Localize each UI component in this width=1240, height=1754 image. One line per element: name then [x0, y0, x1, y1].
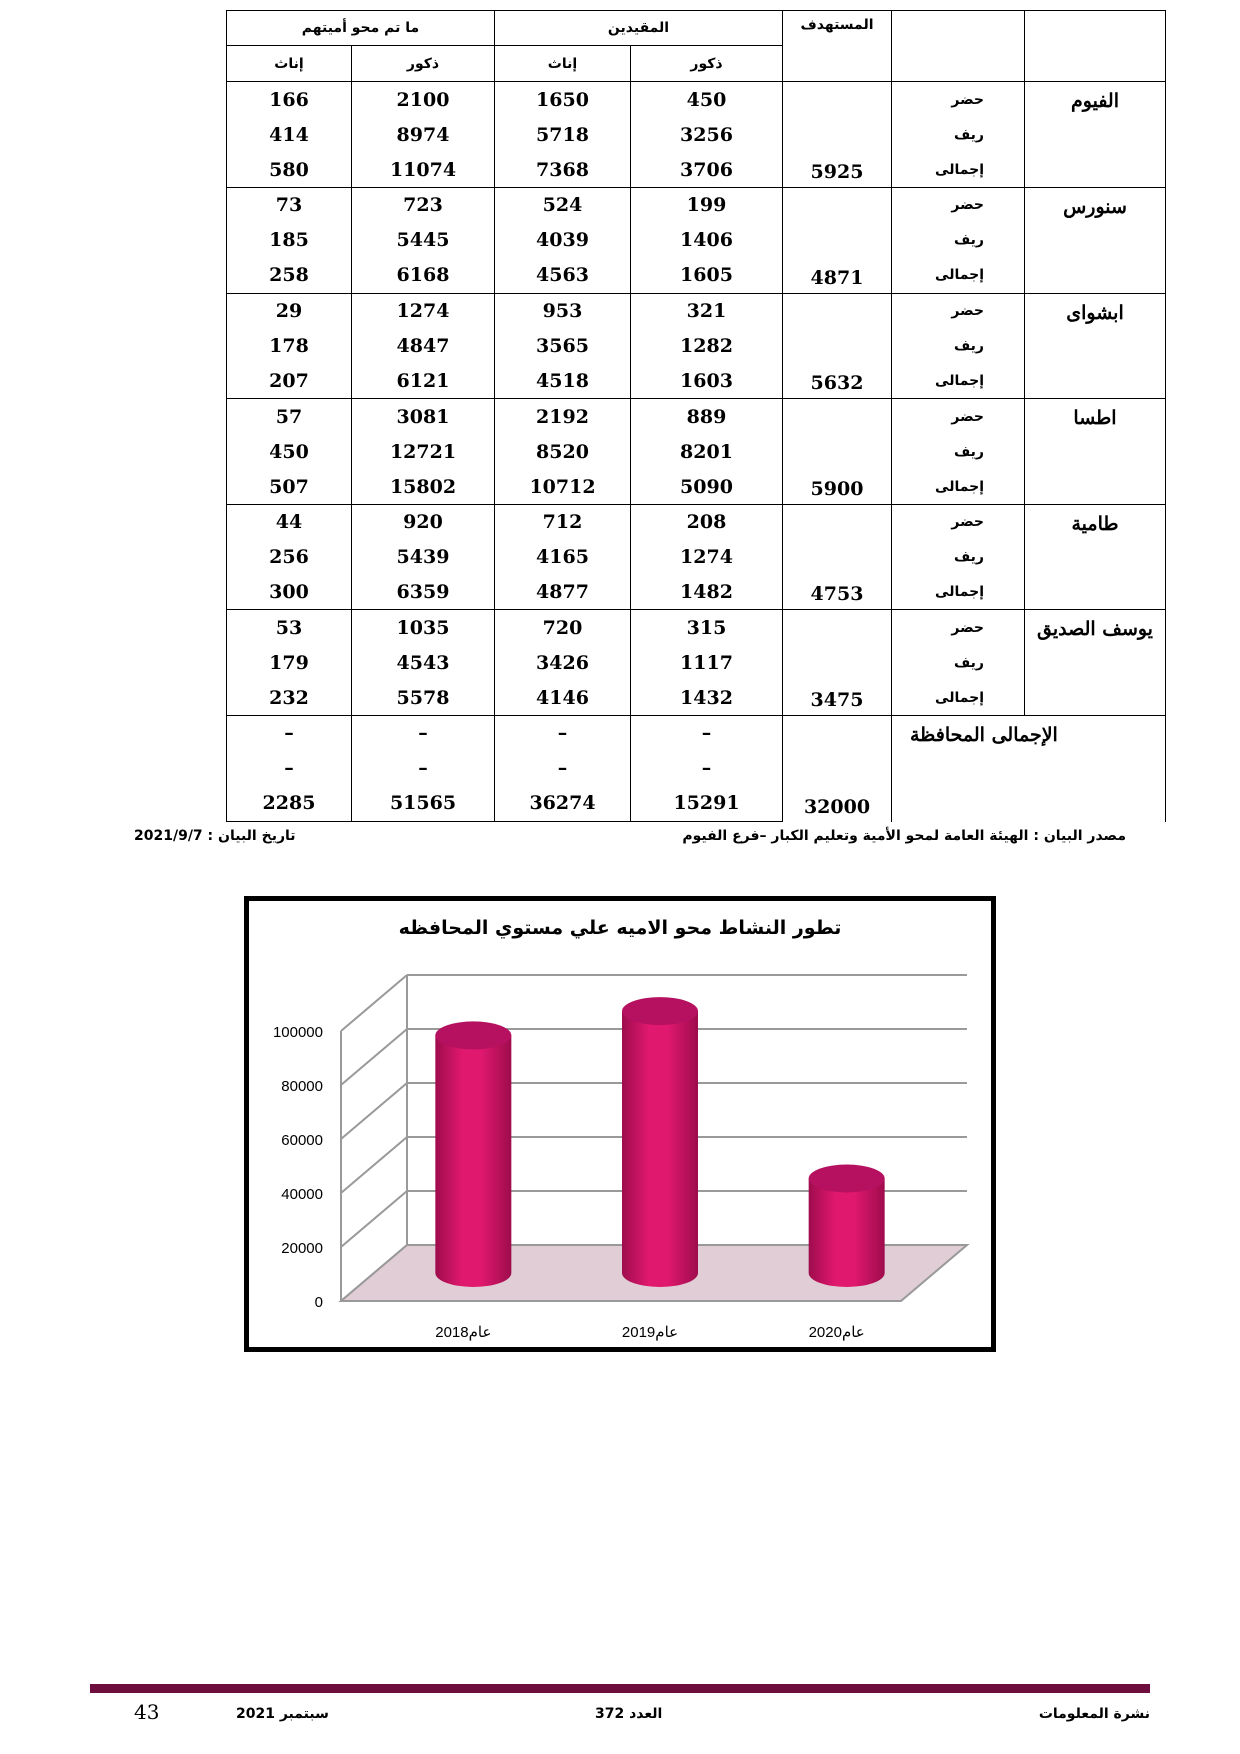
- governorate-target: 32000: [783, 716, 892, 822]
- header-enrolled-females: إناث: [495, 46, 631, 82]
- area-label: إجمالى: [892, 258, 1025, 293]
- data-date: تاريخ البيان : 2021/9/7: [134, 828, 296, 844]
- total-value-cell: –: [227, 751, 352, 786]
- value-cell: 12721: [352, 434, 495, 469]
- gridline-side: [341, 1137, 407, 1193]
- value-cell: 4039: [495, 223, 631, 258]
- table-row: [85, 469, 1166, 504]
- value-cell: 73: [227, 188, 352, 223]
- table-row: [85, 328, 1166, 363]
- value-cell: 920: [352, 504, 495, 539]
- area-label: ريف: [892, 117, 1025, 152]
- chart-title: تطور النشاط محو الاميه علي مستوي المحافظه: [398, 917, 842, 939]
- value-cell: 889: [631, 399, 783, 434]
- value-cell: 10712: [495, 469, 631, 504]
- value-cell: 8201: [631, 434, 783, 469]
- table-row: [85, 645, 1166, 680]
- bar: [622, 1011, 698, 1287]
- value-cell: 507: [227, 469, 352, 504]
- table-row: [85, 152, 1166, 187]
- value-cell: 6359: [352, 575, 495, 610]
- total-value-cell: 36274: [495, 786, 631, 822]
- y-tick-label: 0: [314, 1294, 323, 1311]
- header-target: المستهدف: [783, 11, 892, 82]
- value-cell: 11074: [352, 152, 495, 187]
- value-cell: 723: [352, 188, 495, 223]
- area-label: ريف: [892, 645, 1025, 680]
- table-row: [85, 258, 1166, 293]
- value-cell: 524: [495, 188, 631, 223]
- page-number: 43: [134, 1700, 160, 1724]
- value-cell: 4877: [495, 575, 631, 610]
- total-value-cell: –: [227, 716, 352, 751]
- value-cell: 4563: [495, 258, 631, 293]
- bar-top: [622, 997, 698, 1025]
- center-name: يوسف الصديق: [1025, 610, 1166, 716]
- footer-publication: نشرة المعلومات: [1038, 1706, 1150, 1722]
- y-tick-label: 80000: [281, 1078, 323, 1095]
- table-row: [85, 680, 1166, 715]
- x-tick-label: عام2019: [621, 1324, 679, 1341]
- area-label: ريف: [892, 540, 1025, 575]
- table-row: [85, 540, 1166, 575]
- value-cell: 3706: [631, 152, 783, 187]
- value-cell: 232: [227, 680, 352, 715]
- value-cell: 5439: [352, 540, 495, 575]
- total-value-cell: –: [495, 751, 631, 786]
- table-row-total: [85, 716, 1166, 751]
- literacy-table: [84, 10, 1166, 822]
- value-cell: 1605: [631, 258, 783, 293]
- target-value: 4871: [783, 188, 892, 294]
- value-cell: 1603: [631, 364, 783, 399]
- value-cell: 258: [227, 258, 352, 293]
- bar-top: [435, 1021, 511, 1049]
- table-row: [85, 223, 1166, 258]
- value-cell: 166: [227, 82, 352, 117]
- value-cell: 8974: [352, 117, 495, 152]
- header-enrolled-males: ذكور: [631, 46, 783, 82]
- header-eradicated-males: ذكور: [352, 46, 495, 82]
- target-value: 5632: [783, 293, 892, 399]
- value-cell: 53: [227, 610, 352, 645]
- center-name: اطسا: [1025, 399, 1166, 505]
- gridline-side: [341, 1083, 407, 1139]
- area-label: ريف: [892, 223, 1025, 258]
- value-cell: 1282: [631, 328, 783, 363]
- header-row-1: [85, 11, 1166, 46]
- value-cell: 4543: [352, 645, 495, 680]
- table-row: [85, 364, 1166, 399]
- value-cell: 3565: [495, 328, 631, 363]
- value-cell: 321: [631, 293, 783, 328]
- bar-top: [809, 1165, 885, 1193]
- value-cell: 953: [495, 293, 631, 328]
- value-cell: 1035: [352, 610, 495, 645]
- total-value-cell: 15291: [631, 786, 783, 822]
- table-row: [85, 117, 1166, 152]
- value-cell: 2100: [352, 82, 495, 117]
- value-cell: 4165: [495, 540, 631, 575]
- value-cell: 7368: [495, 152, 631, 187]
- area-label: حضر: [892, 399, 1025, 434]
- area-label: إجمالى: [892, 152, 1025, 187]
- total-value-cell: –: [495, 716, 631, 751]
- header-enrolled: المقيدين: [495, 11, 783, 46]
- area-label: حضر: [892, 293, 1025, 328]
- value-cell: 1482: [631, 575, 783, 610]
- area-label: إجمالى: [892, 469, 1025, 504]
- header-eradicated: ما تم محو أميتهم: [227, 11, 495, 46]
- value-cell: 3426: [495, 645, 631, 680]
- header-blank-area: [892, 11, 1025, 82]
- area-label: حضر: [892, 504, 1025, 539]
- total-value-cell: –: [352, 751, 495, 786]
- value-cell: 15802: [352, 469, 495, 504]
- value-cell: 1650: [495, 82, 631, 117]
- footer-bar: [90, 1684, 1150, 1693]
- value-cell: 208: [631, 504, 783, 539]
- target-value: 5900: [783, 399, 892, 505]
- area-label: إجمالى: [892, 680, 1025, 715]
- header-eradicated-females: إناث: [227, 46, 352, 82]
- header-blank-center: [1025, 11, 1166, 82]
- value-cell: 44: [227, 504, 352, 539]
- value-cell: 179: [227, 645, 352, 680]
- bar: [809, 1179, 885, 1288]
- x-tick-label: عام2018: [435, 1324, 492, 1341]
- table-row: [85, 575, 1166, 610]
- y-tick-label: 20000: [281, 1240, 323, 1257]
- value-cell: 178: [227, 328, 352, 363]
- value-cell: 3081: [352, 399, 495, 434]
- table-row: [85, 504, 1166, 539]
- value-cell: 450: [227, 434, 352, 469]
- table-row: [85, 188, 1166, 223]
- area-label: إجمالى: [892, 575, 1025, 610]
- value-cell: 315: [631, 610, 783, 645]
- table-row: [85, 293, 1166, 328]
- area-label: حضر: [892, 610, 1025, 645]
- gridline-side: [341, 1191, 407, 1247]
- value-cell: 207: [227, 364, 352, 399]
- value-cell: 6168: [352, 258, 495, 293]
- value-cell: 1274: [352, 293, 495, 328]
- value-cell: 5718: [495, 117, 631, 152]
- footer-issue: العدد 372: [595, 1706, 663, 1722]
- value-cell: 4518: [495, 364, 631, 399]
- total-value-cell: –: [352, 716, 495, 751]
- table-row: [85, 434, 1166, 469]
- total-value-cell: 51565: [352, 786, 495, 822]
- target-value: 4753: [783, 504, 892, 610]
- area-label: ريف: [892, 434, 1025, 469]
- total-value-cell: 2285: [227, 786, 352, 822]
- value-cell: 414: [227, 117, 352, 152]
- value-cell: 712: [495, 504, 631, 539]
- value-cell: 29: [227, 293, 352, 328]
- value-cell: 185: [227, 223, 352, 258]
- total-value-cell: –: [631, 751, 783, 786]
- center-name: ابشواى: [1025, 293, 1166, 399]
- center-name: طامية: [1025, 504, 1166, 610]
- value-cell: 8520: [495, 434, 631, 469]
- target-value: 5925: [783, 82, 892, 188]
- bar-chart: [249, 901, 991, 1347]
- footer-month: سبتمبر 2021: [236, 1706, 329, 1722]
- value-cell: 5445: [352, 223, 495, 258]
- governorate-total-label: الإجمالى المحافظة: [892, 716, 1166, 822]
- value-cell: 5578: [352, 680, 495, 715]
- value-cell: 720: [495, 610, 631, 645]
- y-tick-label: 40000: [281, 1186, 323, 1203]
- value-cell: 1432: [631, 680, 783, 715]
- area-label: حضر: [892, 188, 1025, 223]
- total-value-cell: –: [631, 716, 783, 751]
- y-tick-label: 100000: [272, 1024, 323, 1041]
- chart-frame: [244, 896, 996, 1352]
- value-cell: 1117: [631, 645, 783, 680]
- value-cell: 6121: [352, 364, 495, 399]
- value-cell: 57: [227, 399, 352, 434]
- source-note: مصدر البيان : الهيئة العامة لمحو الأمية وتعليم الكبار –فرع الفيوم: [682, 828, 1126, 844]
- x-tick-label: عام2020: [808, 1324, 865, 1341]
- target-value: 3475: [783, 610, 892, 716]
- table-row: [85, 610, 1166, 645]
- value-cell: 4146: [495, 680, 631, 715]
- gridline-side: [341, 1029, 407, 1085]
- table-row: [85, 82, 1166, 117]
- table-row: [85, 399, 1166, 434]
- value-cell: 4847: [352, 328, 495, 363]
- value-cell: 1274: [631, 540, 783, 575]
- gridline-side: [341, 975, 407, 1031]
- value-cell: 450: [631, 82, 783, 117]
- value-cell: 256: [227, 540, 352, 575]
- value-cell: 3256: [631, 117, 783, 152]
- area-label: حضر: [892, 82, 1025, 117]
- center-name: الفيوم: [1025, 82, 1166, 188]
- value-cell: 580: [227, 152, 352, 187]
- value-cell: 5090: [631, 469, 783, 504]
- value-cell: 2192: [495, 399, 631, 434]
- y-tick-label: 60000: [281, 1132, 323, 1149]
- area-label: إجمالى: [892, 364, 1025, 399]
- center-name: سنورس: [1025, 188, 1166, 294]
- value-cell: 300: [227, 575, 352, 610]
- value-cell: 1406: [631, 223, 783, 258]
- area-label: ريف: [892, 328, 1025, 363]
- value-cell: 199: [631, 188, 783, 223]
- bar: [435, 1035, 511, 1287]
